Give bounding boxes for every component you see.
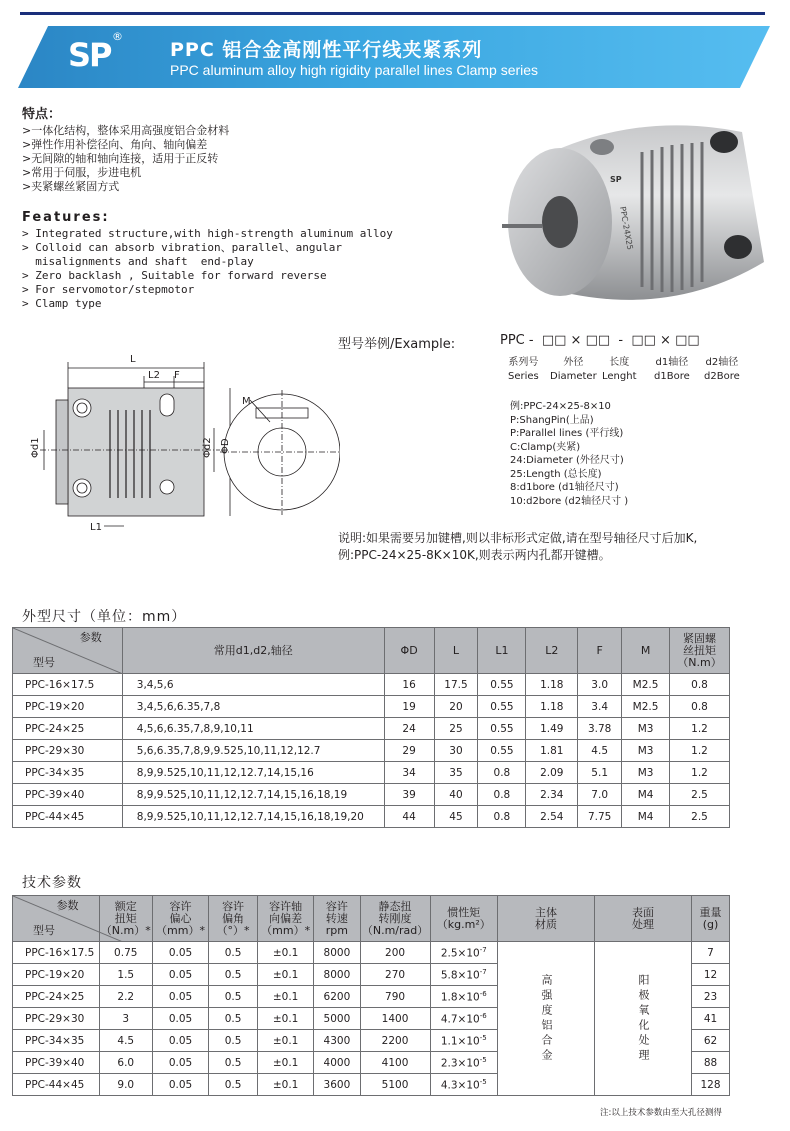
table-cell: M4 [622, 784, 670, 806]
example-col-cn: 系列号 [508, 357, 539, 368]
table-cell: 8,9,9.525,10,11,12,12.7,14,15,16 [122, 762, 384, 784]
header-line: （N.m/rad） [361, 923, 429, 937]
table-cell: 2.2 [99, 986, 152, 1008]
table-cell: 1400 [360, 1008, 430, 1030]
table-cell: 2.5 [670, 784, 730, 806]
label-L2: L2 [148, 370, 160, 381]
header-line: 扭矩 [114, 911, 137, 925]
example-col-d2 [704, 356, 740, 384]
example-col-en: Diameter [550, 371, 597, 382]
inertia-exponent: -5 [479, 1033, 487, 1042]
example-col-cn: d2轴径 [705, 357, 739, 368]
weight-cell: 62 [692, 1030, 730, 1052]
tech-table [12, 895, 730, 1096]
inertia-mantissa: 2.5×10 [440, 947, 480, 960]
sp-logo [62, 28, 128, 86]
table-cell: 39 [384, 784, 434, 806]
table-cell: 0.5 [209, 942, 258, 964]
example-note: C:Clamp(夹紧) [510, 441, 581, 453]
example-col-en: Lenght [602, 371, 637, 382]
table-cell: 0.5 [209, 1052, 258, 1074]
table-cell: 0.55 [478, 718, 526, 740]
table-row [13, 942, 730, 964]
weight-cell: 7 [692, 942, 730, 964]
feature-en-item: misalignments and shaft end-play [22, 255, 254, 268]
example-note: P:ShangPin(上品) [510, 414, 594, 426]
surface-text: 阳极氧化处理 [637, 973, 651, 1064]
table-cell: ±0.1 [258, 986, 314, 1008]
table-cell: 2.54 [526, 806, 578, 828]
table-cell: M3 [622, 762, 670, 784]
table-cell: 0.55 [478, 696, 526, 718]
table-cell: 5000 [314, 1008, 360, 1030]
model-cell: PPC-24×25 [13, 718, 123, 740]
features-cn [22, 108, 229, 194]
table-cell: 0.05 [152, 964, 208, 986]
table-cell: 9.0 [99, 1074, 152, 1096]
table-cell: 4100 [360, 1052, 430, 1074]
label-D: ΦD [220, 438, 231, 454]
model-cell: PPC-24×25 [13, 986, 100, 1008]
model-cell: PPC-29×30 [13, 740, 123, 762]
table-cell: 0.8 [478, 762, 526, 784]
label-d1: Φd1 [30, 437, 41, 458]
table-cell: 19 [384, 696, 434, 718]
table-cell: 4.5 [99, 1030, 152, 1052]
model-cell: PPC-39×40 [13, 1052, 100, 1074]
header-line: （N.m）* [100, 923, 151, 937]
inertia-cell [430, 1052, 498, 1074]
header-line: 容许 [222, 899, 245, 913]
table-cell: 270 [360, 964, 430, 986]
table-cell: M2.5 [622, 674, 670, 696]
tech-header-speed [314, 896, 360, 942]
inertia-cell [430, 1030, 498, 1052]
table-cell: 1.2 [670, 718, 730, 740]
table-cell: 40 [434, 784, 478, 806]
weight-cell: 128 [692, 1074, 730, 1096]
table-cell: 0.05 [152, 942, 208, 964]
table-cell: 3.4 [578, 696, 622, 718]
table-cell: M2.5 [622, 696, 670, 718]
table-cell: 7.0 [578, 784, 622, 806]
header-line: 转速 [325, 911, 348, 925]
table-cell: 3.0 [578, 674, 622, 696]
table-cell: 35 [434, 762, 478, 784]
label-M: M [242, 396, 251, 407]
features-en [22, 211, 393, 311]
example-col-d1 [654, 356, 690, 384]
example-col-en: Series [508, 371, 539, 382]
table-cell: M3 [622, 718, 670, 740]
table-cell: 0.5 [209, 1008, 258, 1030]
table-cell: 7.75 [578, 806, 622, 828]
table-row [13, 740, 730, 762]
table-cell: 790 [360, 986, 430, 1008]
label-d2: Φd2 [202, 437, 213, 458]
header-line: rpm [325, 923, 349, 937]
remark-line: 例:PPC-24×25-8K×10K,则表示两内孔都开键槽。 [338, 548, 611, 562]
example-col-series [508, 356, 539, 384]
table-cell: ±0.1 [258, 1052, 314, 1074]
inertia-cell [430, 986, 498, 1008]
dims-table [12, 627, 730, 828]
model-cell: PPC-34×35 [13, 762, 123, 784]
header-line: (g) [702, 917, 719, 931]
dims-header: ΦD [384, 628, 434, 674]
header-line: （kg.m²） [436, 917, 491, 931]
table-cell: 4,5,6,6.35,7,8,9,10,11 [122, 718, 384, 740]
model-cell: PPC-19×20 [13, 964, 100, 986]
table-cell: 1.2 [670, 740, 730, 762]
inertia-exponent: -7 [479, 967, 487, 976]
header-line: 处理 [632, 917, 655, 931]
table-cell: 0.55 [478, 740, 526, 762]
table-cell: M4 [622, 806, 670, 828]
inertia-exponent: -6 [479, 1011, 487, 1020]
weight-cell: 23 [692, 986, 730, 1008]
tech-header-axial [258, 896, 314, 942]
tech-header-eccentric [152, 896, 208, 942]
model-cell: PPC-34×35 [13, 1030, 100, 1052]
header-line: （mm）* [156, 923, 205, 937]
dims-header-torque [670, 628, 730, 674]
example-col-length [602, 356, 637, 384]
tech-footnote: 注:以上技术参数由至大孔径测得 [600, 1108, 722, 1118]
features-en-heading: Features: [22, 210, 110, 225]
header-line: 丝扭矩 [683, 643, 716, 657]
tech-header-surface [595, 896, 692, 942]
header-line: 偏心 [169, 911, 192, 925]
table-cell: M3 [622, 740, 670, 762]
weight-cell: 12 [692, 964, 730, 986]
dims-header: L2 [526, 628, 578, 674]
feature-cn-item: >常用于伺服，步进电机 [22, 166, 142, 179]
header-line: 材质 [535, 917, 558, 931]
table-cell: 45 [434, 806, 478, 828]
table-cell: ±0.1 [258, 1030, 314, 1052]
table-cell: 3,4,5,6 [122, 674, 384, 696]
coupling-photo [492, 112, 780, 317]
logo-text: SP [68, 36, 111, 74]
material-cell [498, 942, 595, 1096]
table-row [13, 718, 730, 740]
model-cell: PPC-16×17.5 [13, 942, 100, 964]
table-row [13, 762, 730, 784]
table-cell: 3,4,5,6,6.35,7,8 [122, 696, 384, 718]
weight-cell: 41 [692, 1008, 730, 1030]
table-cell: 0.5 [209, 1030, 258, 1052]
table-cell: 0.05 [152, 1052, 208, 1074]
table-row [13, 806, 730, 828]
model-cell: PPC-44×45 [13, 1074, 100, 1096]
table-cell: 6.0 [99, 1052, 152, 1074]
table-cell: 0.5 [209, 986, 258, 1008]
header-line: 额定 [114, 899, 137, 913]
table-cell: 44 [384, 806, 434, 828]
table-cell: 0.5 [209, 1074, 258, 1096]
inertia-mantissa: 1.8×10 [440, 991, 480, 1004]
header-line: 表面 [632, 905, 655, 919]
header-line: 静态扭 [378, 899, 412, 913]
photo-logo: SP [610, 175, 622, 184]
feature-cn-item: >一体化结构，整体采用高强度铝合金材料 [22, 124, 230, 137]
table-cell: 1.18 [526, 696, 578, 718]
example-col-cn: 长度 [609, 357, 630, 368]
feature-cn-item: >夹紧螺丝紧固方式 [22, 180, 120, 193]
example-col-en: d2Bore [704, 371, 740, 382]
table-cell: 1.81 [526, 740, 578, 762]
tech-header-stiffness [360, 896, 430, 942]
table-cell: 8000 [314, 964, 360, 986]
table-cell: 34 [384, 762, 434, 784]
diagonal-line [13, 628, 123, 674]
model-cell: PPC-19×20 [13, 696, 123, 718]
table-row [13, 784, 730, 806]
feature-en-item: > Integrated structure,with high-strength aluminum alloy [22, 227, 393, 240]
table-cell: 5.1 [578, 762, 622, 784]
table-cell: 20 [434, 696, 478, 718]
dimension-drawing [20, 350, 340, 535]
example-code: PPC - □□ × □□ - □□ × □□ [500, 333, 700, 348]
example-note: 24:Diameter (外径尺寸) [510, 455, 624, 466]
table-row [13, 674, 730, 696]
inertia-mantissa: 4.3×10 [440, 1079, 480, 1092]
example-note: 8:d1bore (d1轴径尺寸) [510, 482, 619, 493]
table-cell: 1.5 [99, 964, 152, 986]
inertia-mantissa: 1.1×10 [440, 1035, 480, 1048]
table-cell: 3 [99, 1008, 152, 1030]
example-col-cn: d1轴径 [655, 357, 689, 368]
page-title-cn: PPC 铝合金高刚性平行线夹紧系列 [170, 39, 483, 61]
header-line: 容许 [169, 899, 192, 913]
table-cell: ±0.1 [258, 964, 314, 986]
inertia-mantissa: 5.8×10 [440, 969, 480, 982]
table-cell: 0.8 [478, 784, 526, 806]
table-cell: 2200 [360, 1030, 430, 1052]
feature-en-item: > For servomotor/stepmotor [22, 283, 195, 296]
table-cell: 1.49 [526, 718, 578, 740]
surface-cell [595, 942, 692, 1096]
table-cell: 4300 [314, 1030, 360, 1052]
table-cell: 17.5 [434, 674, 478, 696]
top-rule [20, 12, 765, 15]
label-L1: L1 [90, 522, 102, 533]
table-cell: ±0.1 [258, 942, 314, 964]
table-cell: ±0.1 [258, 1008, 314, 1030]
tech-section-title: 技术参数 [22, 875, 82, 891]
dims-header: F [578, 628, 622, 674]
example-col-cn: 外径 [563, 357, 584, 368]
dims-header: L [434, 628, 478, 674]
inertia-mantissa: 4.7×10 [440, 1013, 480, 1026]
dims-header: L1 [478, 628, 526, 674]
corner-bottom-label: 型号 [33, 656, 55, 669]
tech-header-weight [692, 896, 730, 942]
feature-cn-item: >弹性作用补偿径向、角向、轴向偏差 [22, 138, 208, 151]
table-cell: 29 [384, 740, 434, 762]
inertia-exponent: -5 [479, 1077, 487, 1086]
table-row [13, 696, 730, 718]
registered-mark: ® [112, 30, 123, 43]
table-cell: 0.8 [670, 674, 730, 696]
table-cell: 200 [360, 942, 430, 964]
table-cell: 16 [384, 674, 434, 696]
inertia-cell [430, 1008, 498, 1030]
table-cell: 0.8 [670, 696, 730, 718]
table-cell: 0.05 [152, 1074, 208, 1096]
example-note: 25:Length (总长度) [510, 468, 602, 480]
table-cell: 0.05 [152, 986, 208, 1008]
page-title-en: PPC aluminum alloy high rigidity parallel lines Clamp series [170, 62, 539, 78]
header-line: 偏角 [222, 911, 245, 925]
header-line: 主体 [535, 905, 558, 919]
table-cell: 2.09 [526, 762, 578, 784]
table-cell: 8,9,9.525,10,11,12,12.7,14,15,16,18,19 [122, 784, 384, 806]
feature-en-item: > Clamp type [22, 297, 102, 310]
keyway-remark [338, 530, 697, 564]
inertia-exponent: -6 [479, 989, 487, 998]
weight-cell: 88 [692, 1052, 730, 1074]
dims-section-title: 外型尺寸（单位：mm） [22, 609, 187, 625]
example-note: 10:d2bore (d2轴径尺寸 ) [510, 495, 629, 507]
feature-en-item: > Colloid can absorb vibration、parallel、angular [22, 241, 343, 254]
features-cn-heading: 特点： [22, 107, 62, 122]
photo-engraving: PPC-24X25 [618, 205, 635, 251]
model-cell: PPC-44×45 [13, 806, 123, 828]
inertia-mantissa: 2.3×10 [440, 1057, 480, 1070]
table-cell: 0.55 [478, 674, 526, 696]
table-cell: 2.5 [670, 806, 730, 828]
table-cell: 0.75 [99, 942, 152, 964]
header-line: （°）* [216, 923, 250, 937]
label-F: F [174, 370, 180, 381]
table-cell: 2.34 [526, 784, 578, 806]
corner-top-label: 参数 [79, 631, 102, 644]
remark-line: 说明:如果需要另加键槽,则以非标形式定做,请在型号轴径尺寸后加K, [338, 531, 698, 545]
table-cell: ±0.1 [258, 1074, 314, 1096]
table-cell: 4.5 [578, 740, 622, 762]
table-cell: 3600 [314, 1074, 360, 1096]
inertia-cell [430, 964, 498, 986]
corner-top-label: 参数 [56, 899, 79, 912]
example-col-en: d1Bore [654, 371, 690, 382]
table-cell: 30 [434, 740, 478, 762]
example-note: 例:PPC-24×25-8×10 [510, 401, 611, 412]
corner-bottom-label: 型号 [33, 924, 55, 937]
model-cell: PPC-16×17.5 [13, 674, 123, 696]
table-cell: 0.05 [152, 1030, 208, 1052]
table-cell: 5100 [360, 1074, 430, 1096]
table-cell: 0.05 [152, 1008, 208, 1030]
table-cell: 5,6,6.35,7,8,9,9.525,10,11,12,12.7 [122, 740, 384, 762]
header-line: 容许 [325, 899, 348, 913]
header-line: 紧固螺 [683, 631, 716, 645]
table-cell: 25 [434, 718, 478, 740]
label-L: L [130, 354, 136, 365]
table-cell: 3.78 [578, 718, 622, 740]
table-cell: 8000 [314, 942, 360, 964]
feature-cn-item: >无间隙的轴和轴向连接，适用于正反转 [22, 152, 219, 165]
header-line: 重量 [699, 905, 722, 919]
example-notes [510, 400, 628, 508]
dims-header: 常用d1,d2,轴径 [122, 628, 384, 674]
header-line: 转刚度 [378, 911, 412, 925]
table-cell: 8,9,9.525,10,11,12,12.7,14,15,16,18,19,20 [122, 806, 384, 828]
table-cell: 24 [384, 718, 434, 740]
inertia-cell [430, 1074, 498, 1096]
inertia-exponent: -7 [479, 945, 487, 954]
dims-header: M [622, 628, 670, 674]
model-cell: PPC-39×40 [13, 784, 123, 806]
dims-corner-header [13, 628, 123, 674]
header-line: 容许轴 [269, 899, 303, 913]
table-cell: 0.8 [478, 806, 526, 828]
header-line: （N.m） [677, 655, 722, 669]
model-cell: PPC-29×30 [13, 1008, 100, 1030]
example-note: P:Parallel lines (平行线) [510, 428, 624, 439]
tech-corner-header [13, 896, 100, 942]
table-cell: 0.5 [209, 964, 258, 986]
example-col-diameter [550, 356, 597, 384]
inertia-cell [430, 942, 498, 964]
tech-header-material [498, 896, 595, 942]
feature-en-item: > Zero backlash , Suitable for forward reverse [22, 269, 327, 282]
tech-header-angle [209, 896, 258, 942]
tech-header-inertia [430, 896, 498, 942]
example-label: 型号举例/Example: [338, 337, 456, 352]
header-line: （mm）* [261, 923, 311, 937]
table-cell: 1.18 [526, 674, 578, 696]
inertia-exponent: -5 [479, 1055, 487, 1064]
material-text: 高强度铝合金 [540, 973, 554, 1064]
header-line: 向偏差 [269, 911, 303, 925]
table-cell: 6200 [314, 986, 360, 1008]
table-cell: 4000 [314, 1052, 360, 1074]
header-line: 惯性矩 [447, 905, 481, 919]
table-cell: 1.2 [670, 762, 730, 784]
